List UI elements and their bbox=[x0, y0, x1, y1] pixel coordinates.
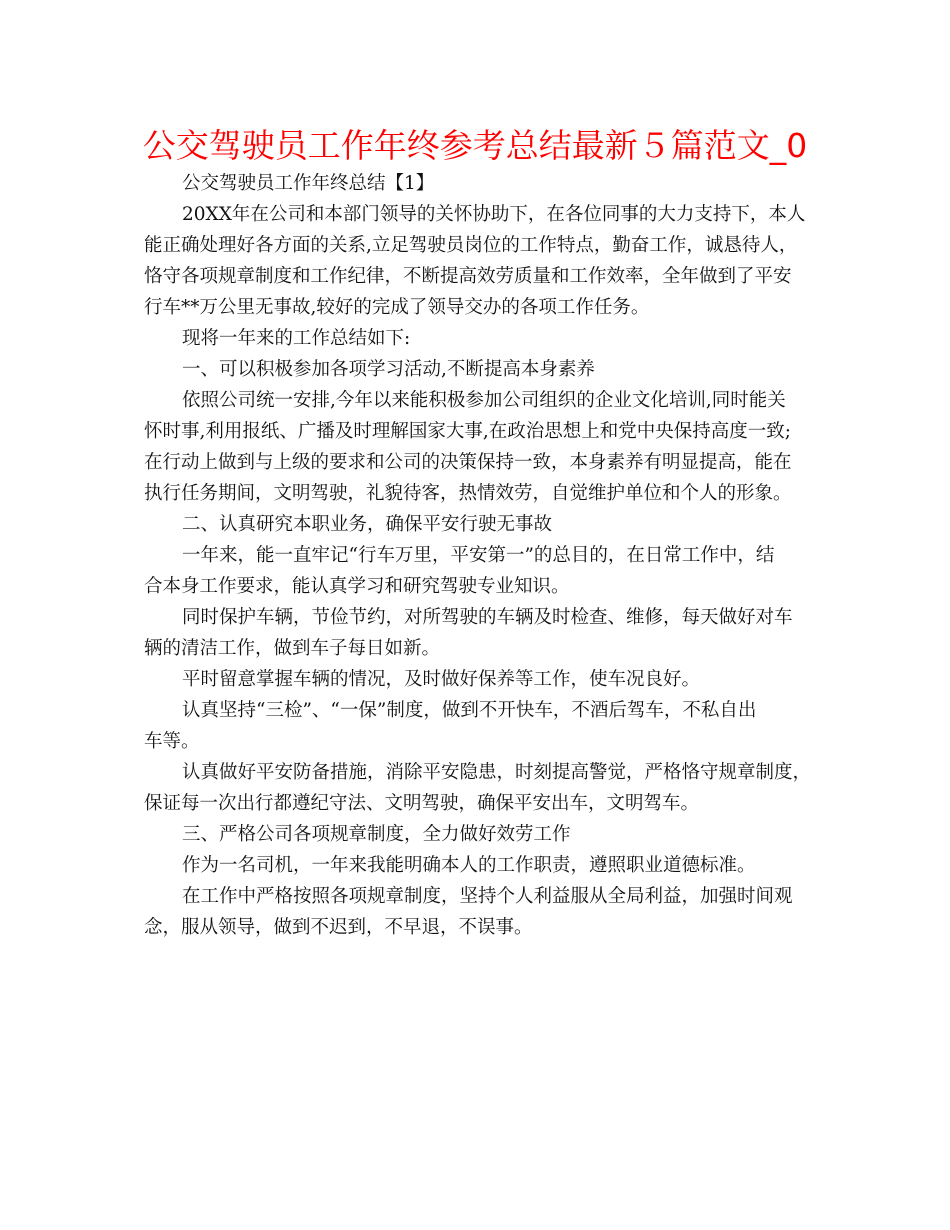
paragraph-line: 行车**万公里无事故,较好的完成了领导交办的各项工作任务。 bbox=[144, 297, 650, 318]
paragraph-line: 依照公司统一安排,今年以来能积极参加公司组织的企业文化培训,同时能关 bbox=[182, 390, 786, 411]
paragraph-line: 能正确处理好各方面的关系,立足驾驶员岗位的工作特点，勤奋工作，诚恳待人， bbox=[144, 235, 798, 256]
paragraph-line: 认真坚持“三检”、“一保”制度，做到不开快车，不酒后驾车，不私自出 bbox=[182, 700, 757, 721]
paragraph-line: 恪守各项规章制度和工作纪律，不断提高效劳质量和工作效率，全年做到了平安 bbox=[144, 266, 792, 287]
paragraph-7 bbox=[144, 602, 806, 664]
paragraph-line: 平时留意掌握车辆的情况，及时做好保养等工作，使车况良好。 bbox=[182, 669, 701, 690]
paragraph-line: 在工作中严格按照各项规章制度，坚持个人利益服从全局利益，加强时间观 bbox=[182, 886, 793, 907]
paragraph-12 bbox=[144, 850, 806, 881]
paragraph-1 bbox=[144, 199, 806, 323]
document-title: 公交驾驶员工作年终参考总结最新５篇范文_0 bbox=[142, 126, 808, 165]
subheading-2 bbox=[144, 509, 806, 540]
paragraph-line: 一年来，能一直牢记“行车万里，平安第一”的总目的，在日常工作中，结 bbox=[182, 545, 775, 566]
paragraph-line: 车等。 bbox=[144, 731, 200, 752]
paragraph-line: 现将一年来的工作总结如下: bbox=[182, 328, 411, 349]
subheading-text: 三、严格公司各项规章制度，全力做好效劳工作 bbox=[182, 824, 571, 845]
paragraph-line: 作为一名司机，一年来我能明确本人的工作职责，遵照职业道德标准。 bbox=[182, 855, 756, 876]
paragraph-13 bbox=[144, 881, 806, 943]
paragraph-8 bbox=[144, 664, 806, 695]
paragraph-10 bbox=[144, 757, 812, 819]
paragraph-line: 执行任务期间，文明驾驶，礼貌待客，热情效劳，自觉维护单位和个人的形象。 bbox=[144, 483, 792, 504]
paragraph-line: 20XX年在公司和本部门领导的关怀协助下，在各位同事的大力支持下，本人 bbox=[182, 204, 806, 225]
subheading-text: 一、可以积极参加各项学习活动,不断提高本身素养 bbox=[182, 359, 595, 380]
paragraph-6 bbox=[144, 540, 806, 602]
paragraph-line: 辆的清洁工作，做到车子每日如新。 bbox=[144, 638, 441, 659]
paragraph-9 bbox=[144, 695, 806, 757]
paragraph-line: 合本身工作要求，能认真学习和研究驾驶专业知识。 bbox=[144, 576, 570, 597]
paragraph-line: 认真做好平安防备措施，消除平安隐患，时刻提高警觉，严格恪守规章制度， bbox=[182, 762, 812, 783]
paragraph-2 bbox=[144, 323, 806, 354]
paragraph-line: 念，服从领导，做到不迟到，不早退，不误事。 bbox=[144, 917, 533, 938]
paragraph-line: 同时保护车辆，节俭节约，对所驾驶的车辆及时检查、维修，每天做好对车 bbox=[182, 607, 793, 628]
document-body bbox=[144, 168, 812, 943]
paragraph-line: 保证每一次出行都遵纪守法、文明驾驶，确保平安出车，文明驾车。 bbox=[144, 793, 700, 814]
paragraph-line: 在行动上做到与上级的要求和公司的决策保持一致，本身素养有明显提高，能在 bbox=[144, 452, 792, 473]
section-heading-text: 公交驾驶员工作年终总结【1】 bbox=[182, 173, 435, 194]
paragraph-line: 怀时事,利用报纸、广播及时理解国家大事,在政治思想上和党中央保持高度一致; bbox=[144, 421, 791, 442]
section-heading bbox=[144, 168, 806, 199]
subheading-1 bbox=[144, 354, 806, 385]
subheading-3 bbox=[144, 819, 806, 850]
paragraph-4 bbox=[144, 385, 806, 509]
subheading-text: 二、认真研究本职业务，确保平安行驶无事故 bbox=[182, 514, 553, 535]
